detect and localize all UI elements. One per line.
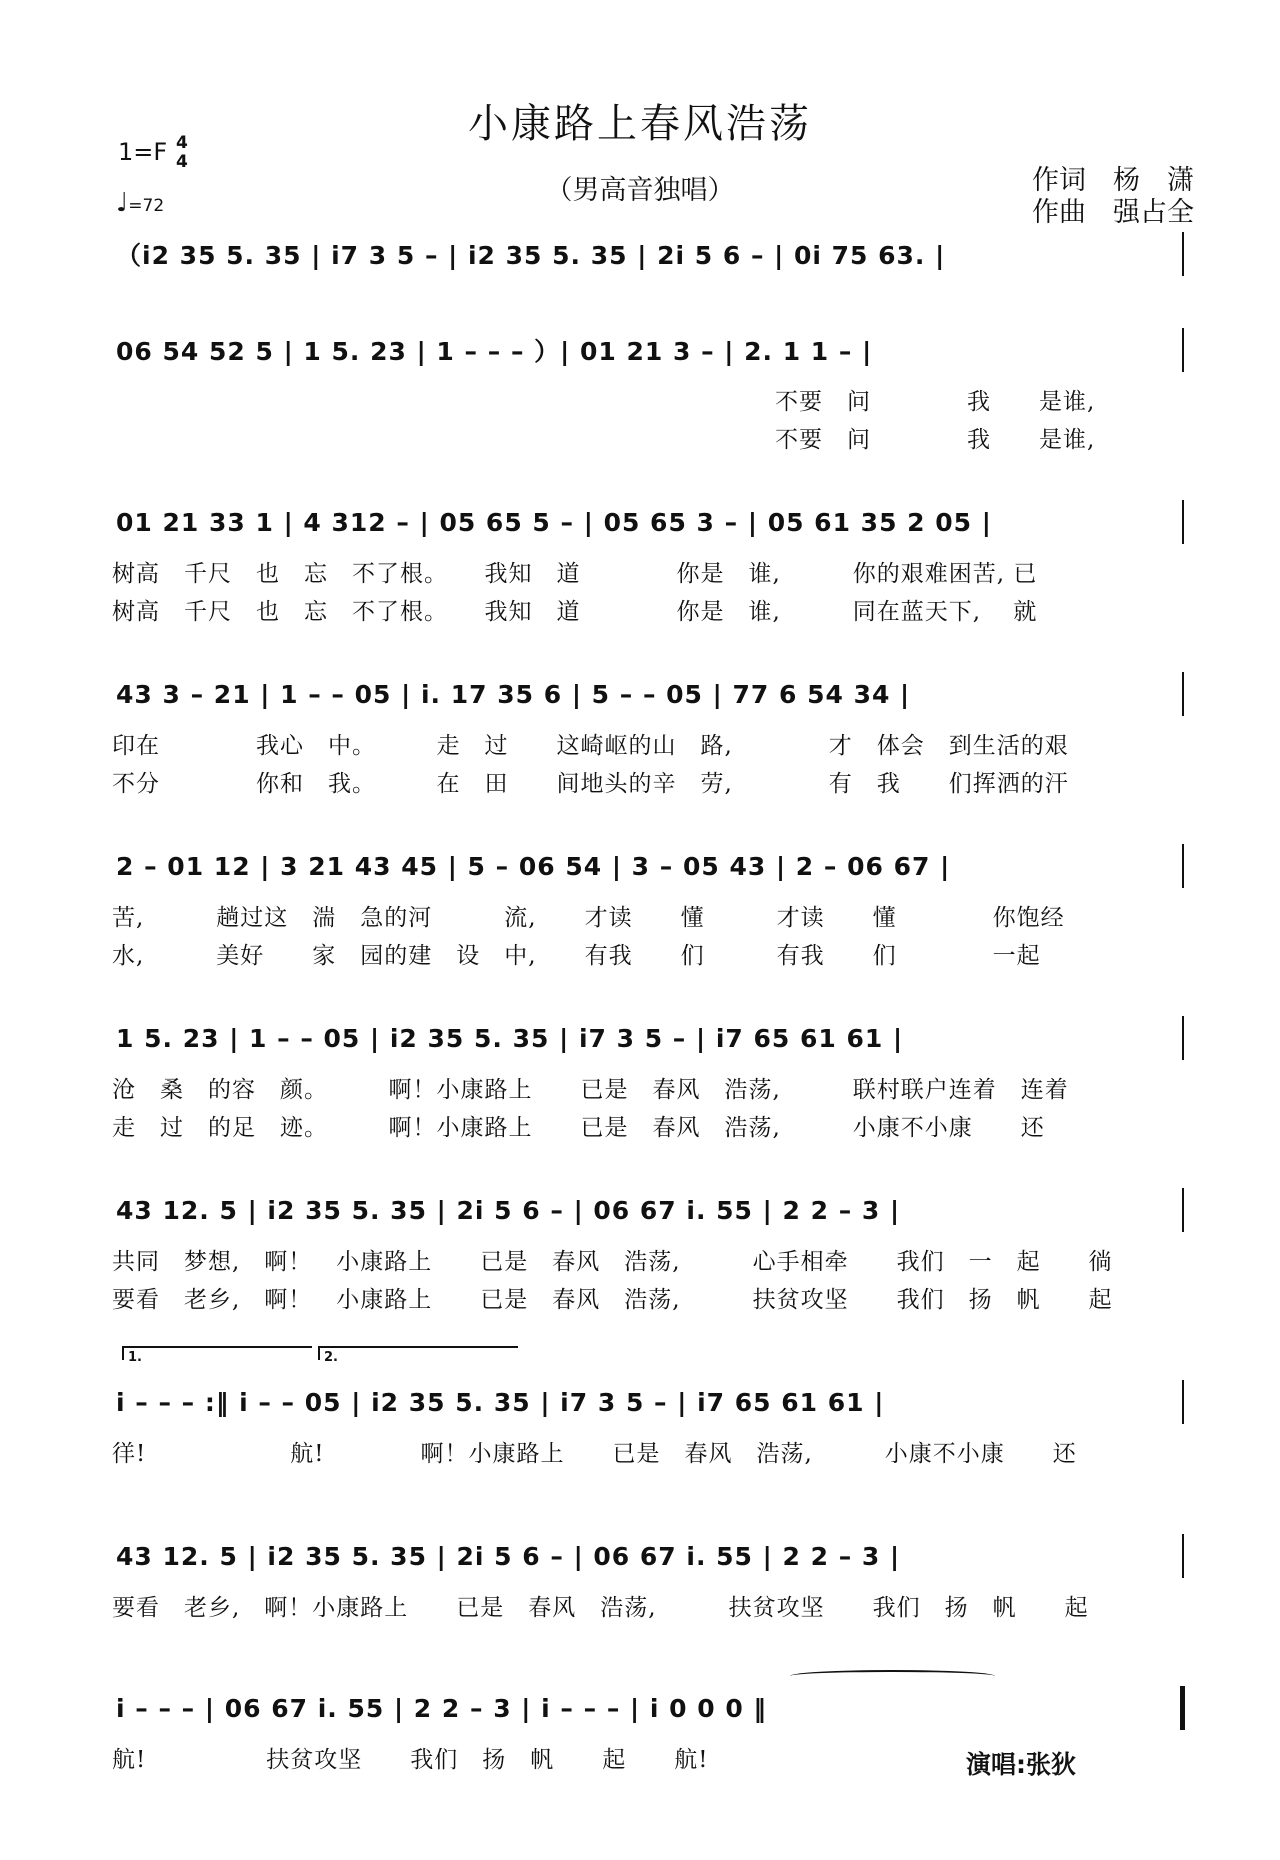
time-signature [176, 134, 188, 172]
lyric-verse-1: 共同 梦想, 啊！ 小康路上 已是 春风 浩荡, 心手相牵 我们 一 起 徜 [112, 1249, 1113, 1275]
lyric-verse-1: 要看 老乡, 啊！小康路上 已是 春风 浩荡, 扶贫攻坚 我们 扬 帆 起 [112, 1595, 1089, 1621]
barline [1182, 232, 1184, 276]
lyric-verse-1: 树高 千尺 也 忘 不了根。 我知 道 你是 谁, 你的艰难困苦, 已 [112, 561, 1038, 587]
lyric-verse-1: 徉! 航! 啊！小康路上 已是 春风 浩荡, 小康不小康 还 [112, 1441, 1077, 1467]
tempo-value: =72 [128, 196, 165, 216]
barline [1182, 1380, 1184, 1424]
notation-line: 1 5. 23 | 1 – – 05 | i2 35 5. 35 | i7 3 5 – | i7 65 61 61 | [116, 1023, 904, 1053]
volta-bracket-1-start [122, 1346, 124, 1360]
tempo-mark [116, 188, 164, 218]
final-barline [1180, 1686, 1185, 1730]
lyricist-credit: 作词 杨 潇 [1032, 165, 1194, 196]
lyric-verse-2: 走 过 的足 迹。 啊！小康路上 已是 春风 浩荡, 小康不小康 还 [112, 1115, 1045, 1141]
lyric-verse-1: 沧 桑 的容 颜。 啊！小康路上 已是 春风 浩荡, 联村联户连着 连着 [112, 1077, 1069, 1103]
barline [1182, 672, 1184, 716]
notation-line: 2 – 01 12 | 3 21 43 45 | 5 – 06 54 | 3 – 05 43 | 2 – 06 67 | [116, 851, 951, 881]
singer-credit: 演唱:张狄 [966, 1750, 1076, 1779]
barline [1182, 328, 1184, 372]
barline [1182, 1534, 1184, 1578]
notation-line: 43 12. 5 | i2 35 5. 35 | 2i 5 6 – | 06 67 i. 55 | 2 2 – 3 | [116, 1541, 901, 1571]
notation-line: 43 12. 5 | i2 35 5. 35 | 2i 5 6 – | 06 67 i. 55 | 2 2 – 3 | [116, 1195, 901, 1225]
song-subtitle: （男高音独唱） [545, 175, 735, 206]
song-title: 小康路上春风浩荡 [468, 101, 812, 147]
composer-credit: 作曲 强占全 [1032, 197, 1194, 228]
notation-line: i – – – | 06 67 i. 55 | 2 2 – 3 | i – – – | i 0 0 0 ‖ [116, 1693, 767, 1723]
lyric-verse-1: 苦, 趟过这 湍 急的河 流, 才读 懂 才读 懂 你饱经 [112, 905, 1065, 931]
notation-line: （i2 35 5. 35 | i7 3 5 – | i2 35 5. 35 | 2i 5 6 – | 0i 75 63. | [116, 241, 946, 270]
lyric-verse-1: 印在 我心 中。 走 过 这崎岖的山 路, 才 体会 到生活的艰 [112, 733, 1069, 759]
notation-line: 06 54 52 5 | 1 5. 23 | 1 – – – ）| 01 21 3 – | 2. 1 1 – | [116, 337, 873, 366]
volta-bracket-1-line [122, 1346, 312, 1348]
lyric-verse-1: 不要 问 我 是谁, [775, 389, 1096, 415]
barline [1182, 1016, 1184, 1060]
lyric-verse-2: 不要 问 我 是谁, [775, 427, 1096, 453]
notation-line: 01 21 33 1 | 4 312 – | 05 65 5 – | 05 65 3 – | 05 61 35 2 05 | [116, 507, 992, 537]
meter-top: 4 [176, 133, 188, 153]
lyric-verse-2: 树高 千尺 也 忘 不了根。 我知 道 你是 谁, 同在蓝天下, 就 [112, 599, 1038, 625]
tie-slur [790, 1670, 995, 1682]
meter-bottom: 4 [176, 152, 188, 172]
volta-bracket-2-line [318, 1346, 518, 1348]
lyric-verse-2: 水, 美好 家 园的建 设 中, 有我 们 有我 们 一起 [112, 943, 1041, 969]
lyric-verse-2: 不分 你和 我。 在 田 间地头的辛 劳, 有 我 们挥洒的汗 [112, 771, 1069, 797]
key-signature: 1=F [118, 138, 168, 166]
lyric-verse-1: 航! 扶贫攻坚 我们 扬 帆 起 航! [112, 1747, 709, 1773]
barline [1182, 500, 1184, 544]
notation-line: 43 3 – 21 | 1 – – 05 | i. 17 35 6 | 5 – – 05 | 77 6 54 34 | [116, 679, 911, 709]
barline [1182, 1188, 1184, 1232]
volta-number-2: 2. [324, 1350, 338, 1365]
volta-number-1: 1. [128, 1350, 142, 1365]
notation-line: i – – – :‖ i – – 05 | i2 35 5. 35 | i7 3 5 – | i7 65 61 61 | [116, 1387, 885, 1417]
lyric-verse-2: 要看 老乡, 啊！ 小康路上 已是 春风 浩荡, 扶贫攻坚 我们 扬 帆 起 [112, 1287, 1113, 1313]
volta-bracket-2-start [318, 1346, 320, 1360]
barline [1182, 844, 1184, 888]
quarter-note-icon: ♩ [116, 188, 129, 218]
